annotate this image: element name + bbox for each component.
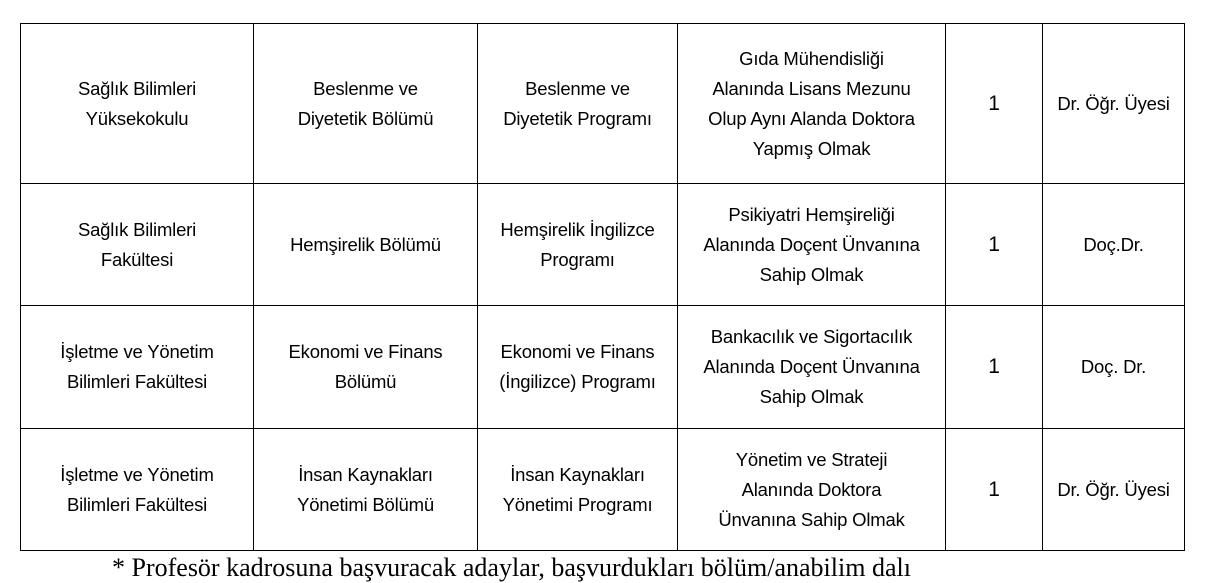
requirement-cell: Bankacılık ve Sigortacılık Alanında Doçent Ünvanına Sahip Olmak [678,306,946,429]
department-cell: Ekonomi ve Finans Bölümü [254,306,478,429]
faculty-cell: İşletme ve Yönetim Bilimleri Fakültesi [21,306,254,429]
requirement-cell: Psikiyatri Hemşireliği Alanında Doçent Ünvanına Sahip Olmak [678,184,946,306]
faculty-cell: İşletme ve Yönetim Bilimleri Fakültesi [21,429,254,551]
requirement-cell: Yönetim ve Strateji Alanında Doktora Ünvanına Sahip Olmak [678,429,946,551]
title-cell: Doç.Dr. [1043,184,1185,306]
faculty-cell: Sağlık Bilimleri Yüksekokulu [21,24,254,184]
table-row [21,184,1185,306]
title-cell: Doç. Dr. [1043,306,1185,429]
title-cell: Dr. Öğr. Üyesi [1043,24,1185,184]
footnote: * Profesör kadrosuna başvuracak adaylar, başvurdukları bölüm/anabilim dalı [112,553,911,582]
department-cell: İnsan Kaynakları Yönetimi Bölümü [254,429,478,551]
department-cell: Hemşirelik Bölümü [254,184,478,306]
positions-table [20,23,1185,551]
count-cell: 1 [946,306,1043,429]
count-cell: 1 [946,184,1043,306]
program-cell: İnsan Kaynakları Yönetimi Programı [478,429,678,551]
count-cell: 1 [946,429,1043,551]
table-row [21,429,1185,551]
department-cell: Beslenme ve Diyetetik Bölümü [254,24,478,184]
title-cell: Dr. Öğr. Üyesi [1043,429,1185,551]
program-cell: Beslenme ve Diyetetik Programı [478,24,678,184]
table-row [21,306,1185,429]
table-row [21,24,1185,184]
faculty-cell: Sağlık Bilimleri Fakültesi [21,184,254,306]
program-cell: Ekonomi ve Finans (İngilizce) Programı [478,306,678,429]
program-cell: Hemşirelik İngilizce Programı [478,184,678,306]
requirement-cell: Gıda Mühendisliği Alanında Lisans Mezunu Olup Aynı Alanda Doktora Yapmış Olmak [678,24,946,184]
count-cell: 1 [946,24,1043,184]
